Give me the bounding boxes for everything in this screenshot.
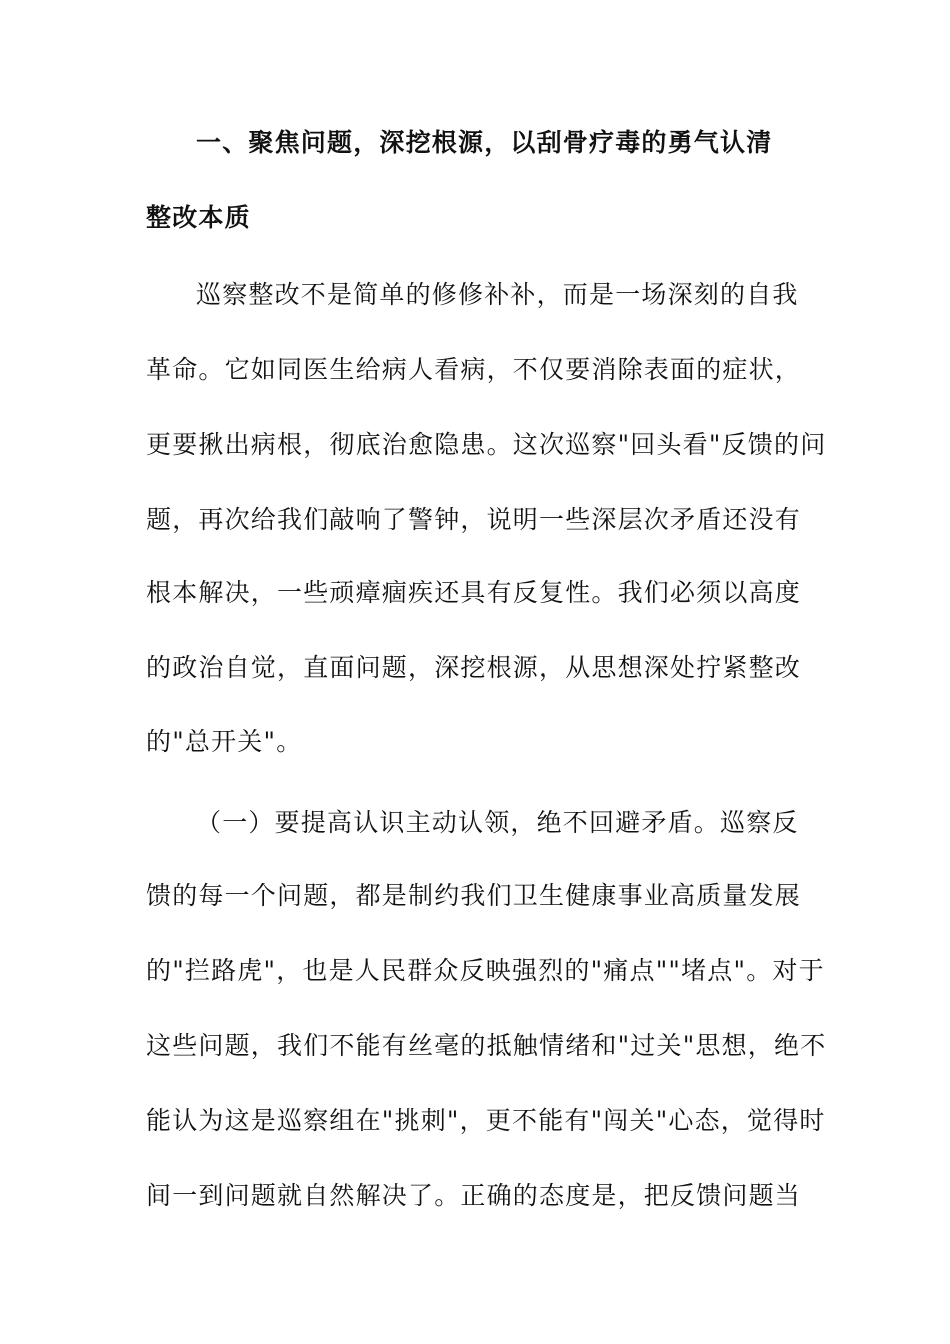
- paragraph-2-line-4: 这些问题，我们不能有丝毫的抵触情绪和"过关"思想，绝不: [146, 1031, 827, 1060]
- paragraph-1-line-5: 根本解决，一些顽瘴痼疾还具有反复性。我们必须以高度: [146, 578, 802, 607]
- paragraph-2-line-6: 间一到问题就自然解决了。正确的态度是，把反馈问题当: [146, 1181, 802, 1210]
- paragraph-2-line-3: 的"拦路虎"，也是人民群众反映强烈的"痛点""堵点"。对于: [146, 956, 825, 985]
- paragraph-1-line-6: 的政治自觉，直面问题，深挖根源，从思想深处拧紧整改: [146, 653, 802, 682]
- paragraph-1-line-2: 革命。它如同医生给病人看病，不仅要消除表面的症状，: [146, 355, 802, 384]
- heading-line-2: 整改本质: [146, 203, 251, 232]
- paragraph-2-line-1: （一）要提高认识主动认领，绝不回避矛盾。巡察反: [196, 808, 799, 837]
- heading-line-1: 一、聚焦问题，深挖根源，以刮骨疗毒的勇气认清: [196, 128, 773, 157]
- paragraph-1-line-7: 的"总开关"。: [146, 727, 303, 756]
- paragraph-2-line-2: 馈的每一个问题，都是制约我们卫生健康事业高质量发展: [146, 881, 802, 910]
- paragraph-1-line-1: 巡察整改不是简单的修修补补，而是一场深刻的自我: [196, 280, 799, 309]
- paragraph-1-line-4: 题，再次给我们敲响了警钟，说明一些深层次矛盾还没有: [146, 505, 802, 534]
- paragraph-1-line-3: 更要揪出病根，彻底治愈隐患。这次巡察"回头看"反馈的问: [146, 430, 827, 459]
- paragraph-2-line-5: 能认为这是巡察组在"挑刺"，更不能有"闯关"心态，觉得时: [146, 1106, 826, 1135]
